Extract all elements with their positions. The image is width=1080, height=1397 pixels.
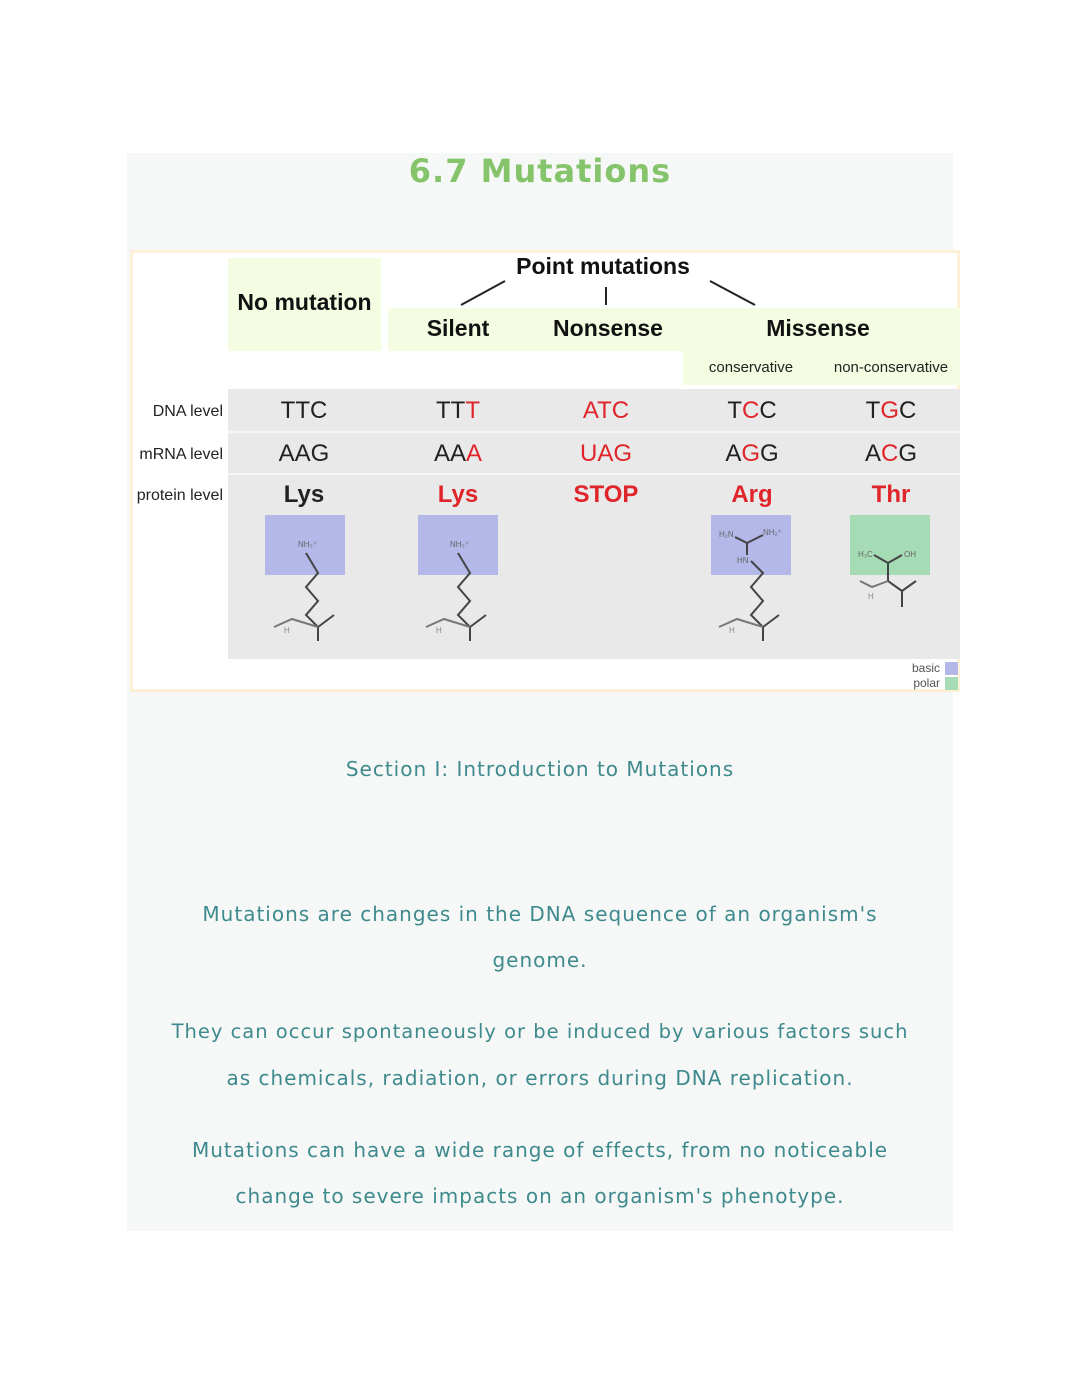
paragraph-3 [127, 1127, 953, 1219]
svg-text:NH₂⁺: NH₂⁺ [763, 528, 782, 537]
no-mutation-protein: Lys [283, 481, 325, 508]
row-divider [228, 431, 960, 433]
svg-text:HN: HN [737, 556, 749, 565]
legend-polar-swatch [945, 677, 958, 690]
lysine-structure-icon [264, 515, 348, 647]
paragraph-3-line-2: change to severe impacts on an organism's phenotype. [235, 1184, 845, 1208]
svg-text:NH₃⁺: NH₃⁺ [298, 540, 318, 549]
paragraph-3-line-1: Mutations can have a wide range of effects, from no noticeable [191, 1138, 889, 1162]
paragraph-1-line-1: Mutations are changes in the DNA sequence of an organism's [202, 902, 878, 926]
svg-text:H: H [868, 592, 874, 601]
no-mutation-header: No mutation [237, 289, 372, 315]
non-conservative-mrna: ACG [864, 440, 918, 467]
nonsense-dna: ATC [582, 397, 630, 424]
svg-text:H: H [284, 626, 290, 635]
silent-mrna: AAA [433, 440, 483, 467]
non-conservative-dna: TGC [865, 397, 917, 424]
no-mutation-dna: TTC [280, 397, 328, 424]
svg-text:H: H [436, 626, 442, 635]
svg-text:NH₃⁺: NH₃⁺ [450, 540, 470, 549]
non-conservative-protein: Thr [871, 481, 911, 508]
conservative-mrna: AGG [725, 440, 779, 467]
point-mutations-header: Point mutations [516, 253, 690, 279]
protein-level-label: protein level [136, 487, 223, 504]
dna-level-label: DNA level [152, 403, 223, 420]
no-mutation-mrna: AAG [278, 440, 330, 467]
paragraph-2-line-2: as chemicals, radiation, or errors during DNA replication. [226, 1066, 854, 1090]
threonine-structure-icon [850, 515, 934, 615]
page-title: 6.7 Mutations [408, 152, 672, 190]
paragraph-2 [127, 1009, 953, 1101]
missense-header: Missense [766, 315, 870, 341]
non-conservative-subheader: non-conservative [833, 359, 949, 376]
legend-basic-swatch [945, 662, 958, 675]
conservative-protein: Arg [731, 481, 773, 508]
legend-polar-label: polar [913, 676, 940, 690]
legend-basic-label: basic [911, 661, 940, 675]
svg-text:H₂N: H₂N [719, 530, 734, 539]
mrna-level-label: mRNA level [139, 446, 223, 463]
svg-text:H₃C: H₃C [858, 550, 873, 559]
mutation-types-figure [130, 250, 960, 692]
paragraph-2-line-1: They can occur spontaneously or be induced by various factors such [171, 1020, 909, 1043]
paragraph-1 [127, 891, 953, 983]
paragraph-1-line-2: genome. [492, 948, 588, 972]
lysine-structure-icon [418, 515, 502, 647]
silent-header: Silent [426, 315, 490, 341]
svg-text:H: H [729, 626, 735, 635]
section-heading: Section I: Introduction to Mutations [345, 757, 735, 781]
nonsense-header: Nonsense [553, 315, 663, 341]
svg-text:OH: OH [904, 550, 916, 559]
row-divider [228, 473, 960, 475]
nonsense-mrna: UAG [579, 440, 632, 467]
silent-dna: TTT [436, 397, 480, 424]
silent-protein: Lys [437, 481, 479, 508]
conservative-dna: TCC [727, 397, 777, 424]
nonsense-protein: STOP [573, 481, 639, 508]
conservative-subheader: conservative [708, 359, 794, 376]
arginine-structure-icon [711, 515, 795, 647]
